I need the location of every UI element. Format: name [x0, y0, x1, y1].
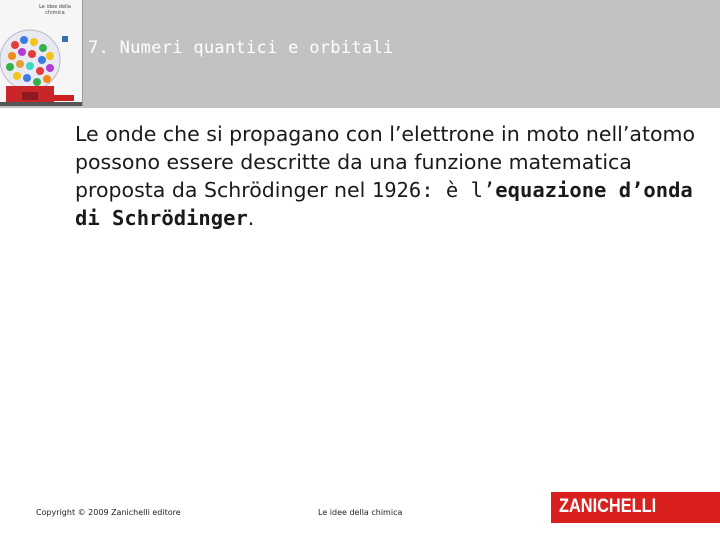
zanichelli-logo [551, 492, 720, 523]
header-bar [0, 0, 720, 108]
body-paragraph [75, 120, 705, 232]
slide-title: 7. Numeri quantici e orbitali [88, 38, 394, 58]
body-text-period: . [247, 206, 255, 230]
book-cover-image [0, 0, 83, 106]
footer-copyright: Copyright © 2009 Zanichelli editore [36, 508, 181, 517]
body-text-part-2: 1926: è l’ [371, 178, 496, 202]
footer-book-title: Le idee della chimica [318, 508, 403, 517]
equation-term: equazione d’onda di Schrödinger [75, 178, 693, 230]
publisher-logo-icon [62, 36, 68, 42]
body-text-part-1: Le onde che si propagano con l’elettrone in moto nell’atomo possono essere descritte da una funzione matematica proposta da Schrödinger nel [75, 122, 696, 202]
brand-label: ZANICHELLI [559, 496, 657, 517]
book-cover-title: Le idee della chimica [39, 4, 71, 16]
cover-stamp [54, 95, 74, 101]
